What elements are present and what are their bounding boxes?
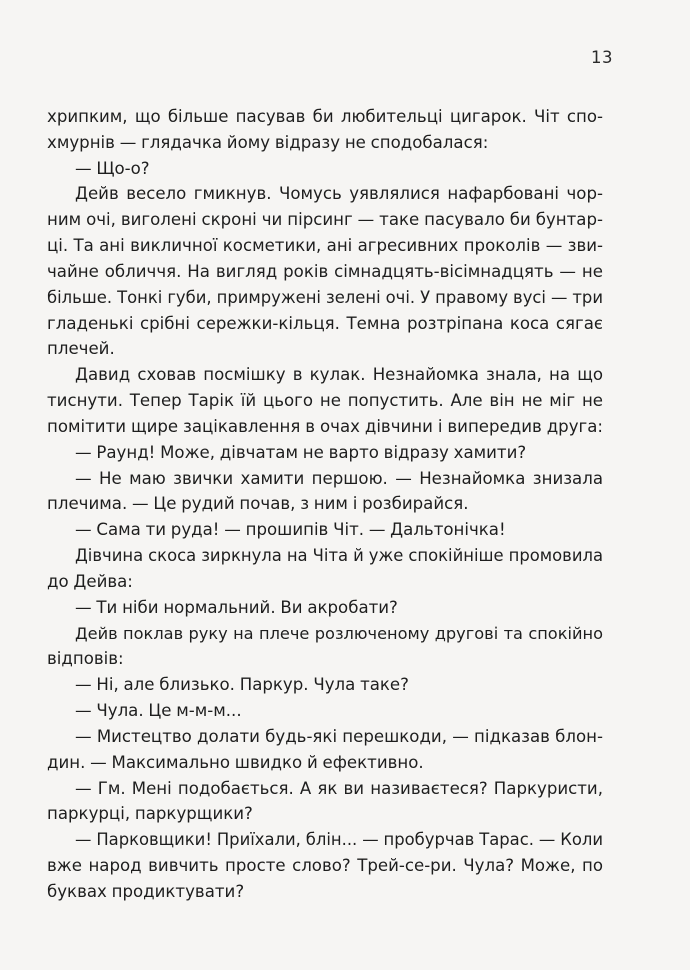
- body-text: [47, 104, 603, 905]
- text-line: — Мистецтво долати будь-які перешкоди, — підказав блон-: [75, 726, 603, 746]
- text-line: — Сама ти руда! — прошипів Чіт. — Дальтонічка!: [75, 520, 506, 540]
- text-line: помітити щире зацікавлення в очах дівчини і випередив друга:: [47, 416, 603, 436]
- text-line: — Чула. Це м-м-м...: [75, 701, 242, 721]
- text-line: плечей.: [47, 339, 115, 359]
- text-line: тиснути. Тепер Тарік їй цього не попустить. Але він не міг не: [47, 391, 603, 411]
- text-line: чайне обличчя. На вигляд років сімнадцять-вісімнадцять — не: [47, 261, 603, 281]
- text-line: хрипким, що більше пасував би любительці цигарок. Чіт спо-: [47, 107, 603, 126]
- text-line: — Не маю звички хамити першою. — Незнайомка знизала: [75, 468, 603, 488]
- text-line: плечима. — Це рудий почав, з ним і розбирайся.: [47, 494, 469, 514]
- text-line: — Що-о?: [75, 158, 150, 178]
- text-line: відповів:: [47, 649, 124, 669]
- text-line: — Ти ніби нормальний. Ви акробати?: [75, 597, 398, 617]
- text-line: ним очі, виголені скроні чи пірсинг — таке пасувало би бунтар-: [47, 210, 603, 230]
- text-line: гладенькі срібні сережки-кільця. Темна розтріпана коса сягає: [47, 313, 603, 333]
- text-line: ці. Та ані викличної косметики, ані агресивних проколів — зви-: [47, 236, 603, 256]
- text-line: Дівчина скоса зиркнула на Чіта й уже спокійніше промовила: [75, 546, 603, 566]
- text-line: — Гм. Мені подобається. А як ви називаєтеся? Паркуристи,: [75, 778, 603, 798]
- text-line: — Раунд! Може, дівчатам не варто відразу хамити?: [75, 442, 527, 462]
- text-line: вже народ вивчить просте слово? Трей-се-ри. Чула? Може, по: [47, 856, 603, 876]
- text-line: до Дейва:: [47, 571, 133, 591]
- text-line: більше. Тонкі губи, примружені зелені очі. У правому вусі — три: [47, 287, 603, 307]
- page-number: 13: [591, 48, 613, 67]
- text-line: буквах продиктувати?: [47, 881, 245, 901]
- text-line: дин. — Максимально швидко й ефективно.: [47, 752, 424, 772]
- text-line: Дейв весело гмикнув. Чомусь уявлялися нафарбовані чор-: [75, 184, 603, 204]
- text-line: — Парковщики! Приїхали, блін... — пробурчав Тарас. — Коли: [75, 830, 603, 850]
- text-line: Дейв поклав руку на плече розлюченому другові та спокійно: [75, 623, 603, 643]
- text-line: хмурнів — глядачка йому відразу не сподобалася:: [47, 132, 489, 152]
- text-line: паркурці, паркурщики?: [47, 804, 253, 824]
- text-line: — Ні, але близько. Паркур. Чула таке?: [75, 675, 409, 695]
- text-line: Давид сховав посмішку в кулак. Незнайомка знала, на що: [75, 365, 603, 385]
